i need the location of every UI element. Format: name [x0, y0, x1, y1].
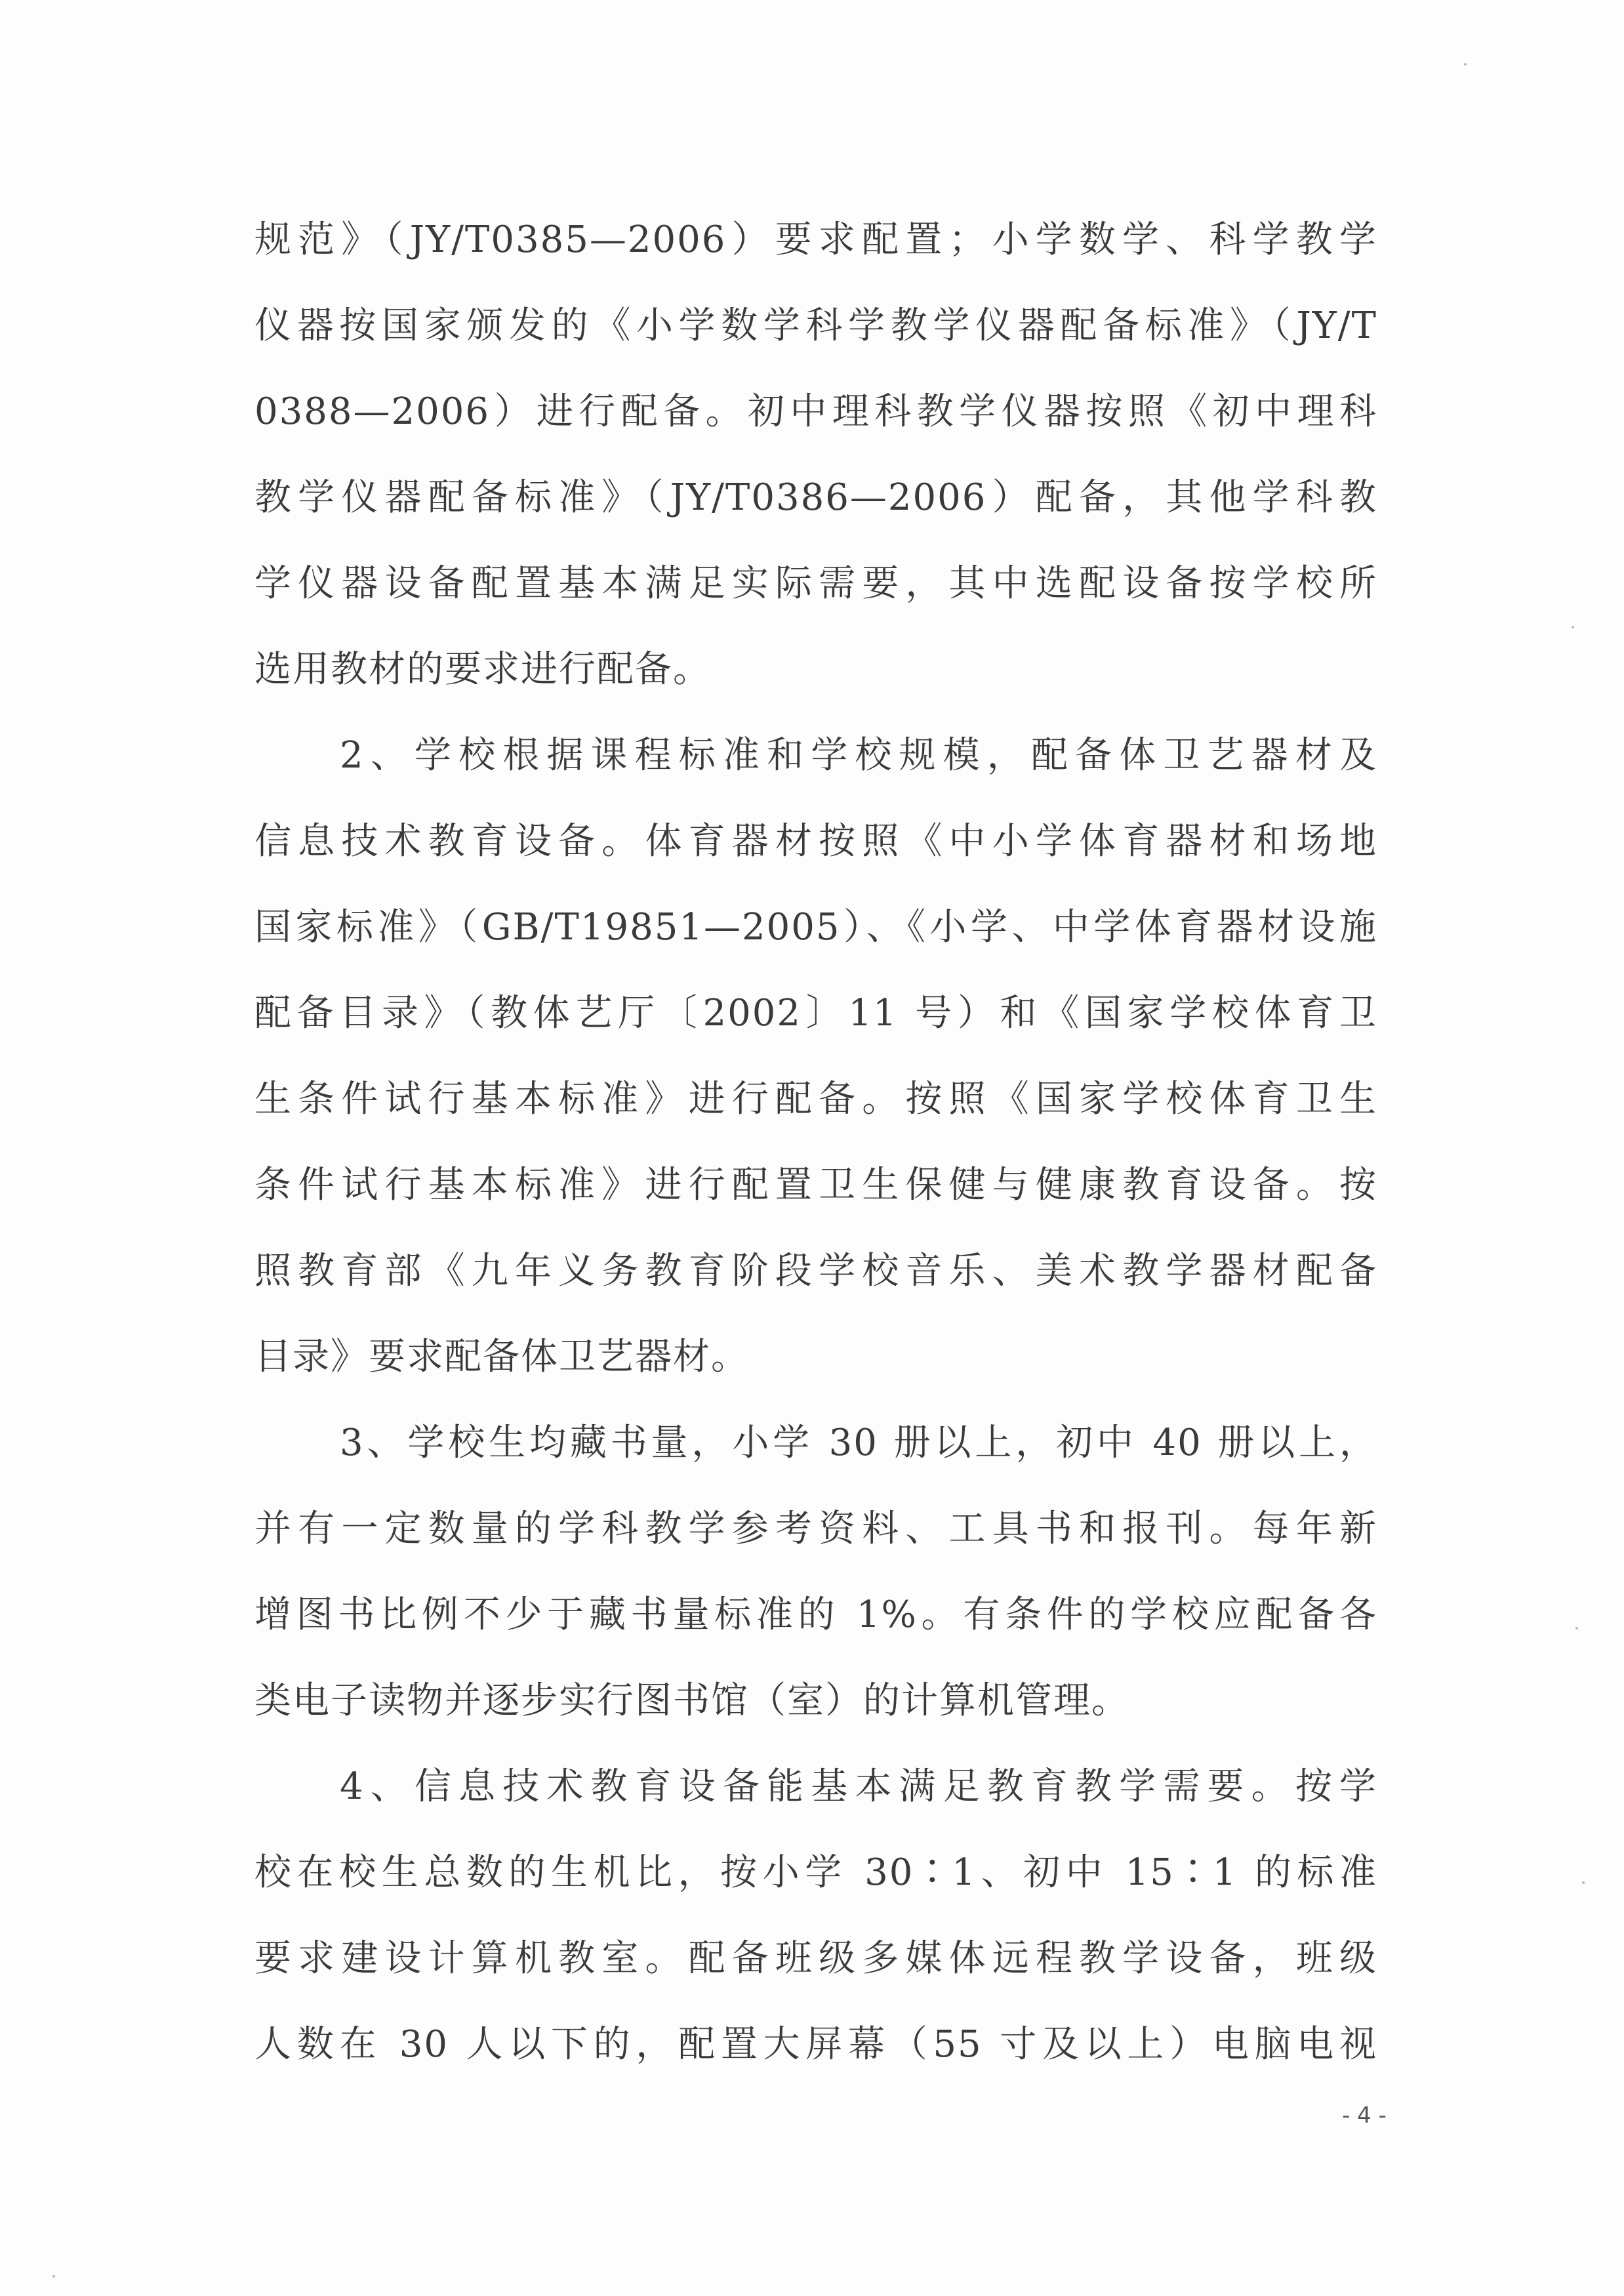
text-line: 0388—2006）进行配备。初中理科教学仪器按照《初中理科	[254, 390, 1377, 433]
text-line: 学仪器设备配置基本满足实际需要，其中选配设备按学校所	[254, 562, 1377, 605]
text-line: 增图书比例不少于藏书量标准的 1%。有条件的学校应配备各	[254, 1593, 1377, 1636]
text-line: 规范》（JY/T0385—2006）要求配置；小学数学、科学教学	[254, 218, 1377, 261]
paragraph-start-line: 3、学校生均藏书量，小学 30 册以上，初中 40 册以上，	[340, 1422, 1377, 1464]
text-line: 目录》要求配备体卫艺器材。	[254, 1336, 749, 1378]
paragraph-start-line: 4、信息技术教育设备能基本满足教育教学需要。按学	[340, 1765, 1377, 1808]
scan-speck	[1572, 626, 1574, 628]
paragraph-start-line: 2、学校根据课程标准和学校规模，配备体卫艺器材及	[340, 734, 1377, 777]
text-line: 要求建设计算机教室。配备班级多媒体远程教学设备，班级	[254, 1937, 1377, 1980]
page-number: - 4 -	[1342, 2102, 1387, 2129]
text-line: 校在校生总数的生机比，按小学 30∶1、初中 15∶1 的标准	[254, 1851, 1377, 1894]
text-line: 选用教材的要求进行配备。	[254, 648, 711, 691]
scan-speck	[1575, 1627, 1578, 1630]
scan-speck	[52, 2275, 55, 2278]
text-line: 条件试行基本标准》进行配置卫生保健与健康教育设备。按	[254, 1164, 1377, 1206]
text-line: 仪器按国家颁发的《小学数学科学教学仪器配备标准》（JY/T	[254, 304, 1377, 347]
text-line: 类电子读物并逐步实行图书馆（室）的计算机管理。	[254, 1679, 1129, 1722]
text-line: 国家标准》（GB/T19851—2005）、《小学、中学体育器材设施	[254, 906, 1377, 949]
text-line: 照教育部《九年义务教育阶段学校音乐、美术教学器材配备	[254, 1250, 1377, 1292]
text-line: 生条件试行基本标准》进行配备。按照《国家学校体育卫生	[254, 1078, 1377, 1120]
text-line: 人数在 30 人以下的，配置大屏幕（55 寸及以上）电脑电视	[254, 2023, 1377, 2066]
body-text	[254, 197, 1377, 2087]
text-line: 并有一定数量的学科教学参考资料、工具书和报刊。每年新	[254, 1507, 1377, 1550]
text-line: 教学仪器配备标准》（JY/T0386—2006）配备，其他学科教	[254, 476, 1377, 519]
text-line: 信息技术教育设备。体育器材按照《中小学体育器材和场地	[254, 820, 1377, 863]
scan-speck	[1582, 1881, 1585, 1884]
text-line: 配备目录》（教体艺厅〔2002〕11 号）和《国家学校体育卫	[254, 992, 1377, 1035]
scan-speck	[1464, 63, 1467, 66]
